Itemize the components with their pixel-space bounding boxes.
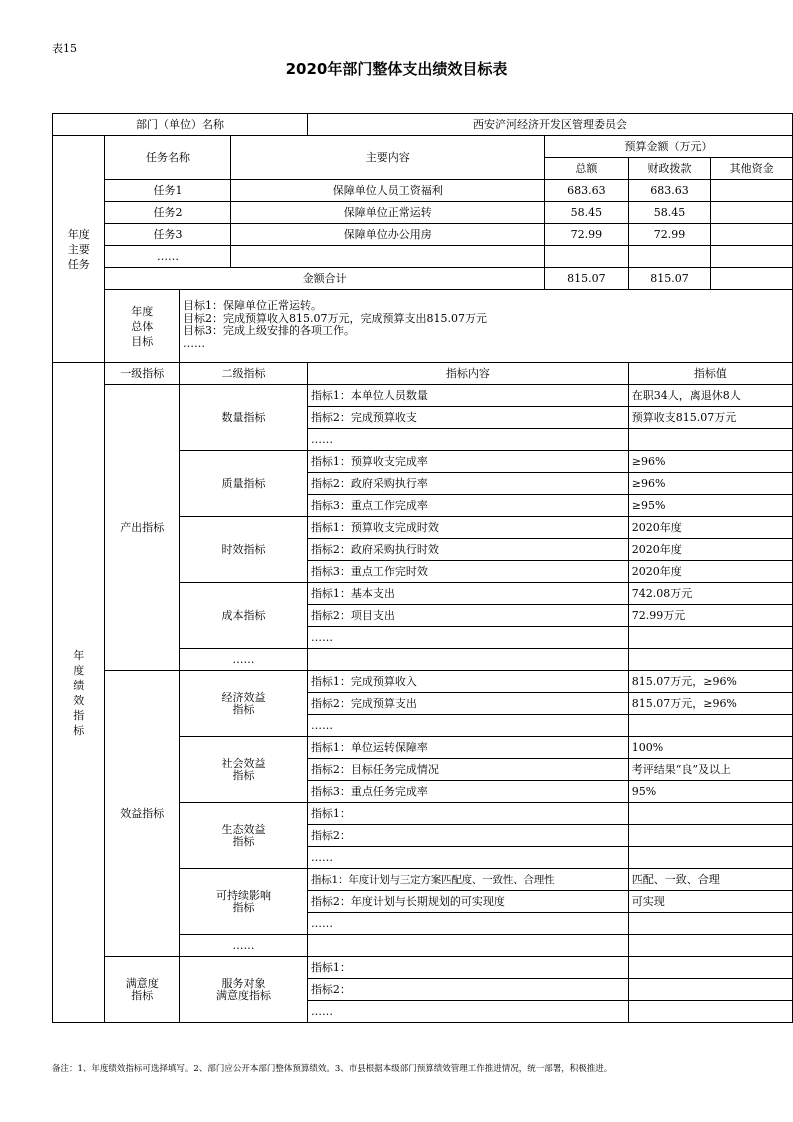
quantity-label: 数量指标 [180,385,308,451]
task-sum-row [53,268,793,290]
indicator-content: 指标1：完成预算收入 [307,671,628,693]
task-name: 任务3 [105,224,231,246]
indicator-value: 815.07万元，≥96% [628,671,792,693]
indicator-content: 指标2：政府采购执行时效 [307,539,628,561]
col-level1: 一级指标 [105,363,180,385]
dept-name: 西安浐河经济开发区管理委员会 [307,114,792,136]
indicator-content: …… [307,847,628,869]
social-label: 社会效益 指标 [180,737,308,803]
table-number: 表15 [52,42,77,55]
indicator-content: 指标1：本单位人员数量 [307,385,628,407]
task-total: 683.63 [544,180,628,202]
task-fiscal [628,246,711,268]
indicator-value [628,979,792,1001]
task-row [53,246,793,268]
indicator-content: 指标1：基本支出 [307,583,628,605]
col-indicator-content: 指标内容 [307,363,628,385]
satisfaction-level1: 满意度 指标 [105,957,180,1023]
indicator-value: 预算收支815.07万元 [628,407,792,429]
indicator-content: 指标3：重点任务完成率 [307,781,628,803]
indicator-value: ≥96% [628,473,792,495]
indicator-content: 指标1：年度计划与三定方案匹配度、一致性、合理性 [307,869,628,891]
task-total: 58.45 [544,202,628,224]
indicator-value [628,1001,792,1023]
indicator-value: ≥95% [628,495,792,517]
indicator-value [628,825,792,847]
performance-table [52,113,793,1023]
indicator-value: 2020年度 [628,539,792,561]
indicator-value: 考评结果“良”及以上 [628,759,792,781]
task-name: …… [105,246,231,268]
timeliness-label: 时效指标 [180,517,308,583]
indicator-content: 指标2：完成预算收支 [307,407,628,429]
indicator-content: …… [307,715,628,737]
indicator-content: 指标2：目标任务完成情况 [307,759,628,781]
task-content: 保障单位办公用房 [231,224,544,246]
col-total: 总额 [544,158,628,180]
task-content [231,246,544,268]
indicator-value [628,847,792,869]
benefit-more-label: …… [180,935,308,957]
footer-note: 备注：1、年度绩效指标可选择填写。2、部门应公开本部门整体预算绩效。3、市县根据本级部门预算绩效管理工作推进情况，统一部署，积极推进。 [52,1064,613,1074]
cost-label: 成本指标 [180,583,308,649]
indicator-row [53,385,793,407]
goals-row [53,290,793,363]
indicator-content: 指标3：重点工作完时效 [307,561,628,583]
indicator-value: 2020年度 [628,517,792,539]
sum-label: 金额合计 [105,268,545,290]
task-fiscal: 72.99 [628,224,711,246]
indicator-value: 95% [628,781,792,803]
indicator-value: 在职34人，离退休8人 [628,385,792,407]
indicator-content: 指标1：预算收支完成率 [307,451,628,473]
task-name: 任务1 [105,180,231,202]
perf-header-row [53,363,793,385]
indicator-value: 742.08万元 [628,583,792,605]
col-level2: 二级指标 [180,363,308,385]
task-fiscal: 58.45 [628,202,711,224]
goals-section-label: 年度 总体 目标 [105,290,180,363]
task-row [53,224,793,246]
output-level1: 产出指标 [105,385,180,671]
ecological-label: 生态效益 指标 [180,803,308,869]
indicator-content: 指标2：政府采购执行率 [307,473,628,495]
col-fiscal: 财政拨款 [628,158,711,180]
page-title: 2020年部门整体支出绩效目标表 [285,60,508,78]
task-row [53,202,793,224]
sustainable-label: 可持续影响 指标 [180,869,308,935]
task-other [711,246,793,268]
dept-label: 部门（单位）名称 [53,114,308,136]
indicator-content: …… [307,913,628,935]
indicator-content: 指标3：重点工作完成率 [307,495,628,517]
col-budget: 预算金额（万元） [544,136,792,158]
indicator-value [628,935,792,957]
task-other [711,180,793,202]
tasks-header-row [53,136,793,158]
indicator-content: 指标1：预算收支完成时效 [307,517,628,539]
output-more-label: …… [180,649,308,671]
task-content: 保障单位人员工资福利 [231,180,544,202]
col-indicator-value: 指标值 [628,363,792,385]
indicator-value [628,715,792,737]
indicator-value [628,627,792,649]
indicator-value: 100% [628,737,792,759]
quality-label: 质量指标 [180,451,308,517]
task-content: 保障单位正常运转 [231,202,544,224]
indicator-content: 指标1：单位运转保障率 [307,737,628,759]
task-name: 任务2 [105,202,231,224]
indicator-content: 指标1： [307,957,628,979]
col-task-name: 任务名称 [105,136,231,180]
indicator-content: …… [307,429,628,451]
indicator-content: …… [307,1001,628,1023]
perf-section-label: 年 度 绩 效 指 标 [53,363,105,1023]
indicator-value [628,913,792,935]
indicator-content: 指标2：完成预算支出 [307,693,628,715]
indicator-content: 指标2：项目支出 [307,605,628,627]
tasks-section-label: 年度 主要 任务 [53,136,105,363]
sum-total: 815.07 [544,268,628,290]
indicator-content: …… [307,627,628,649]
economic-label: 经济效益 指标 [180,671,308,737]
sum-other [711,268,793,290]
col-other: 其他资金 [711,158,793,180]
indicator-value: 815.07万元，≥96% [628,693,792,715]
indicator-content [307,935,628,957]
task-fiscal: 683.63 [628,180,711,202]
goals-text: 目标1：保障单位正常运转。 目标2：完成预算收入815.07万元，完成预算支出815.07万元 目标3：完成上级安排的各项工作。 …… [180,290,793,363]
indicator-value: 匹配、一致、合理 [628,869,792,891]
service-label: 服务对象 满意度指标 [180,957,308,1023]
task-row [53,180,793,202]
indicator-row [53,671,793,693]
indicator-row [53,957,793,979]
indicator-value: 可实现 [628,891,792,913]
indicator-value [628,429,792,451]
col-main-content: 主要内容 [231,136,544,180]
benefit-level1: 效益指标 [105,671,180,957]
task-total [544,246,628,268]
indicator-value: 72.99万元 [628,605,792,627]
indicator-content [307,649,628,671]
indicator-content: 指标2： [307,825,628,847]
indicator-value [628,957,792,979]
task-other [711,224,793,246]
task-total: 72.99 [544,224,628,246]
task-other [711,202,793,224]
indicator-content: 指标2：年度计划与长期规划的可实现度 [307,891,628,913]
dept-row [53,114,793,136]
indicator-content: 指标1： [307,803,628,825]
sum-fiscal: 815.07 [628,268,711,290]
indicator-value: 2020年度 [628,561,792,583]
indicator-value [628,649,792,671]
indicator-content: 指标2： [307,979,628,1001]
indicator-value [628,803,792,825]
indicator-value: ≥96% [628,451,792,473]
